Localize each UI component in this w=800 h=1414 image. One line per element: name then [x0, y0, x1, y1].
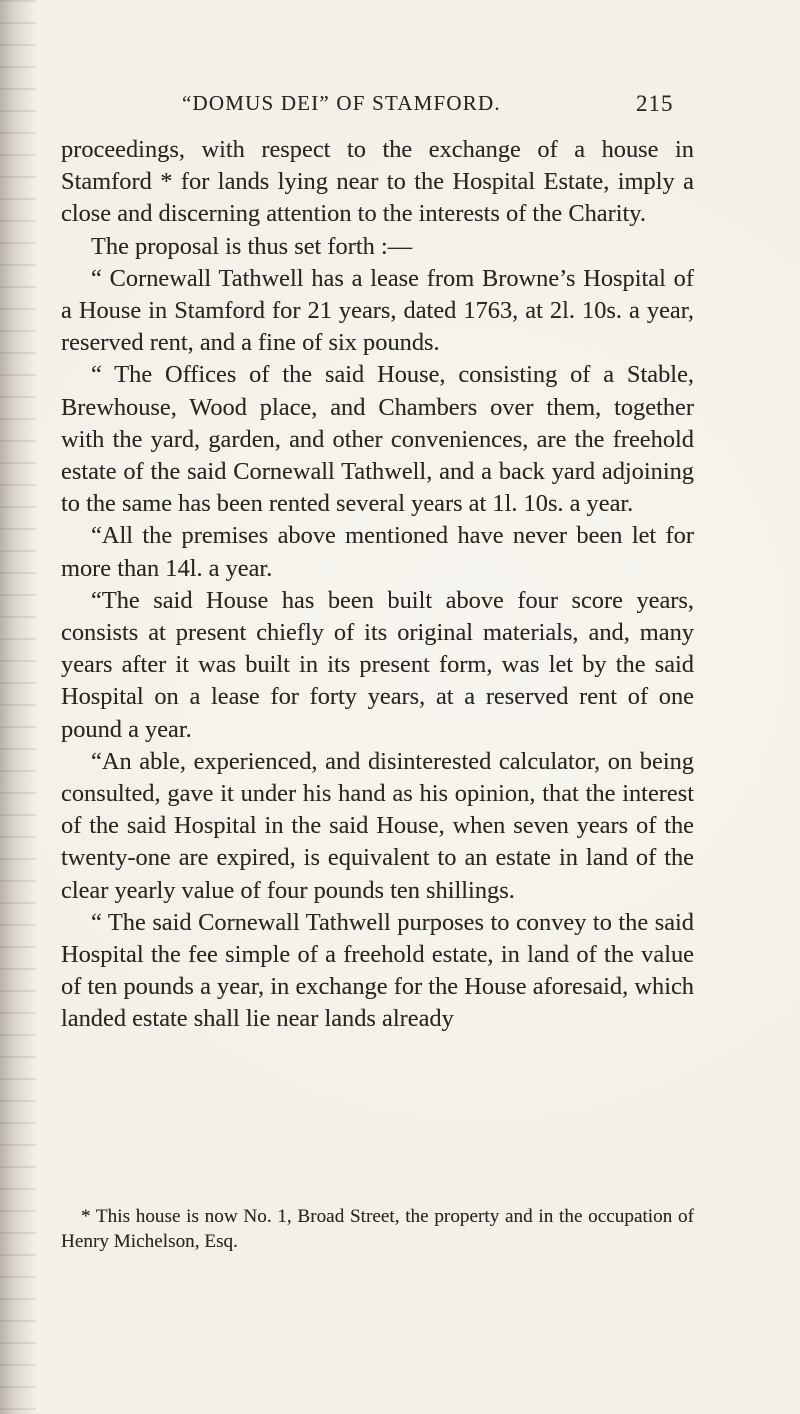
paragraph: “ The said Cornewall Tathwell purposes to convey to the said Hospital the fee simple of a freehold estate, in land of the value of ten pounds a year, in exchange for the House aforesaid, which landed estate shall lie near lands already — [61, 908, 694, 1033]
paragraph: “An able, experienced, and disinterested calculator, on being consulted, gave it under his hand as his opinion, that the interest of the said Hospital in the said House, when seven years of the twenty-one are expired, is equivalent to an estate in land of the clear yearly value of four pounds ten shillings. — [61, 747, 694, 904]
paragraph: proceedings, with respect to the exchange of a house in Stamford * for lands lying near to the Hospital Estate, imply a close and discerning attention to the interests of the Charity. — [61, 136, 694, 228]
paragraph: “ The Offices of the said House, consisting of a Stable, Brewhouse, Wood place, and Chambers over them, together with the yard, garden, and other conveniences, are the freehold estate of the said Cornewall Tathwell, and a back yard adjoining to the same has been rented several years at 1l. 10s. a year. — [61, 361, 694, 518]
main-text — [61, 134, 694, 1036]
page-number: 215 — [636, 91, 674, 116]
footnote-text: * This house is now No. 1, Broad Street, the property and in the occupation of Henry Michelson, Esq. — [61, 1206, 694, 1252]
paragraph: The proposal is thus set forth :— — [91, 232, 413, 260]
paragraph: “The said House has been built above four score years, consists at present chiefly of its original materials, and, many years after it was built in its present form, was let by the said Hospital on a lease for forty years, at a reserved rent of one pound a year. — [61, 586, 694, 743]
page-header — [0, 91, 800, 121]
paragraph: “All the premises above mentioned have never been let for more than 14l. a year. — [61, 522, 694, 582]
paragraph: “ Cornewall Tathwell has a lease from Browne’s Hospital of a House in Stamford for 21 years, dated 1763, at 2l. 10s. a year, reserved rent, and a fine of six pounds. — [61, 264, 694, 357]
footnote — [61, 1205, 694, 1254]
page-gutter-shadow — [0, 0, 36, 1414]
running-head: “DOMUS DEI” OF STAMFORD. — [182, 91, 501, 115]
